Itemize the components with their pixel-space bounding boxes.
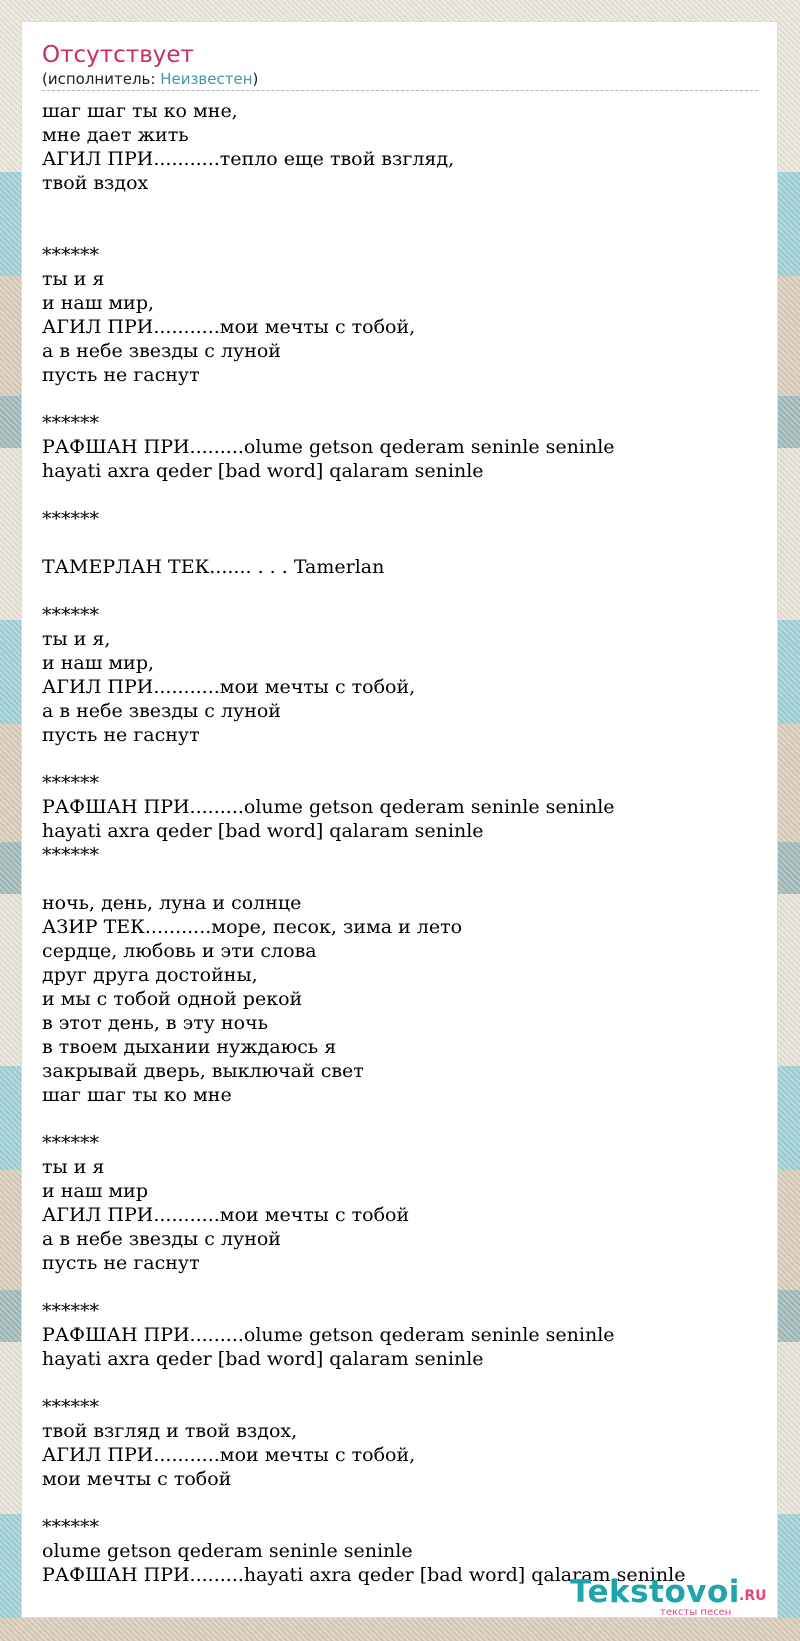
song-header [42,40,758,91]
lyric-line: а в небе звезды с луной [42,1228,281,1250]
lyric-blank-line [42,1275,762,1299]
lyric-line: в этот день, в эту ночь [42,1012,269,1034]
lyric-line: твой вздох [42,172,149,194]
lyric-line: olume getson qederam seninle seninle [42,1540,413,1562]
lyric-blank-line [42,867,762,891]
lyric-line: сердце, любовь и эти слова [42,940,317,962]
lyric-separator: ****** [42,412,99,434]
lyric-blank-line [42,387,762,411]
lyric-separator: ****** [42,772,99,794]
lyric-line: шаг шаг ты ко мне, [42,100,238,122]
lyric-line: ты и я [42,1156,105,1178]
logo-tagline: тексты песен [660,1607,732,1618]
lyric-line: РАФШАН ПРИ.........hayati axra qeder [bad word] qalaram seninle [42,1564,686,1586]
lyric-line: АЗИР ТЕК...........море, песок, зима и лето [42,916,463,938]
lyric-line: пусть не гаснут [42,364,200,386]
lyric-line: РАФШАН ПРИ.........olume getson qederam seninle seninle [42,436,615,458]
lyric-line: АГИЛ ПРИ...........мои мечты с тобой, [42,316,416,338]
lyric-blank-line [42,195,762,219]
lyric-blank-line [42,219,762,243]
lyric-line: hayati axra qeder [bad word] qalaram seninle [42,820,484,842]
lyric-line: а в небе звезды с луной [42,340,281,362]
lyric-separator: ****** [42,844,99,866]
lyric-line: hayati axra qeder [bad word] qalaram seninle [42,1348,484,1370]
lyric-separator: ****** [42,508,99,530]
lyric-line: РАФШАН ПРИ.........olume getson qederam seninle seninle [42,1324,615,1346]
lyric-line: АГИЛ ПРИ...........мои мечты с тобой, [42,676,416,698]
lyric-line: в твоем дыхании нуждаюсь я [42,1036,337,1058]
lyric-line: шаг шаг ты ко мне [42,1084,232,1106]
lyric-line: мои мечты с тобой [42,1468,232,1490]
logo-wordmark: Tekstovoi [570,1574,740,1610]
lyrics-card [21,21,778,1618]
lyric-line: hayati axra qeder [bad word] qalaram seninle [42,460,484,482]
lyric-line: и мы с тобой одной рекой [42,988,303,1010]
lyric-separator: ****** [42,1516,99,1538]
lyrics-body [42,99,762,1587]
lyric-line: мне дает жить [42,124,189,146]
lyric-line: АГИЛ ПРИ...........тепло еще твой взгляд, [42,148,455,170]
lyric-blank-line [42,1371,762,1395]
lyric-separator: ****** [42,244,99,266]
lyric-separator: ****** [42,1132,99,1154]
lyric-separator: ****** [42,604,99,626]
lyric-line: РАФШАН ПРИ.........olume getson qederam seninle seninle [42,796,615,818]
lyric-blank-line [42,1107,762,1131]
lyric-blank-line [42,483,762,507]
lyric-blank-line [42,579,762,603]
lyric-line: и наш мир, [42,652,155,674]
lyric-blank-line [42,531,762,555]
lyric-line: друг друга достойны, [42,964,258,986]
lyric-line: ТАМЕРЛАН ТЕК....... . . . Tamerlan [42,556,385,578]
lyric-line: а в небе звезды с луной [42,700,281,722]
lyric-line: ты и я [42,268,105,290]
lyric-blank-line [42,747,762,771]
lyric-line: закрывай дверь, выключай свет [42,1060,364,1082]
lyric-line: пусть не гаснут [42,1252,200,1274]
lyric-line: твой взгляд и твой вздох, [42,1420,298,1442]
song-title: Отсутствует [42,42,194,68]
artist-line [42,70,758,88]
lyric-blank-line [42,1491,762,1515]
lyric-line: ночь, день, луна и солнце [42,892,302,914]
artist-suffix: ) [252,70,259,88]
lyric-separator: ****** [42,1300,99,1322]
tekstovoi-logo[interactable] [570,1574,770,1618]
lyric-line: и наш мир [42,1180,149,1202]
lyric-separator: ****** [42,1396,99,1418]
logo-tld: .RU [739,1588,767,1604]
lyric-line: АГИЛ ПРИ...........мои мечты с тобой, [42,1444,416,1466]
lyric-line: и наш мир, [42,292,155,314]
artist-prefix: (исполнитель: [42,70,161,88]
lyric-line: ты и я, [42,628,111,650]
lyric-line: пусть не гаснут [42,724,200,746]
lyric-line: АГИЛ ПРИ...........мои мечты с тобой [42,1204,410,1226]
artist-link[interactable]: Неизвестен [160,70,253,88]
